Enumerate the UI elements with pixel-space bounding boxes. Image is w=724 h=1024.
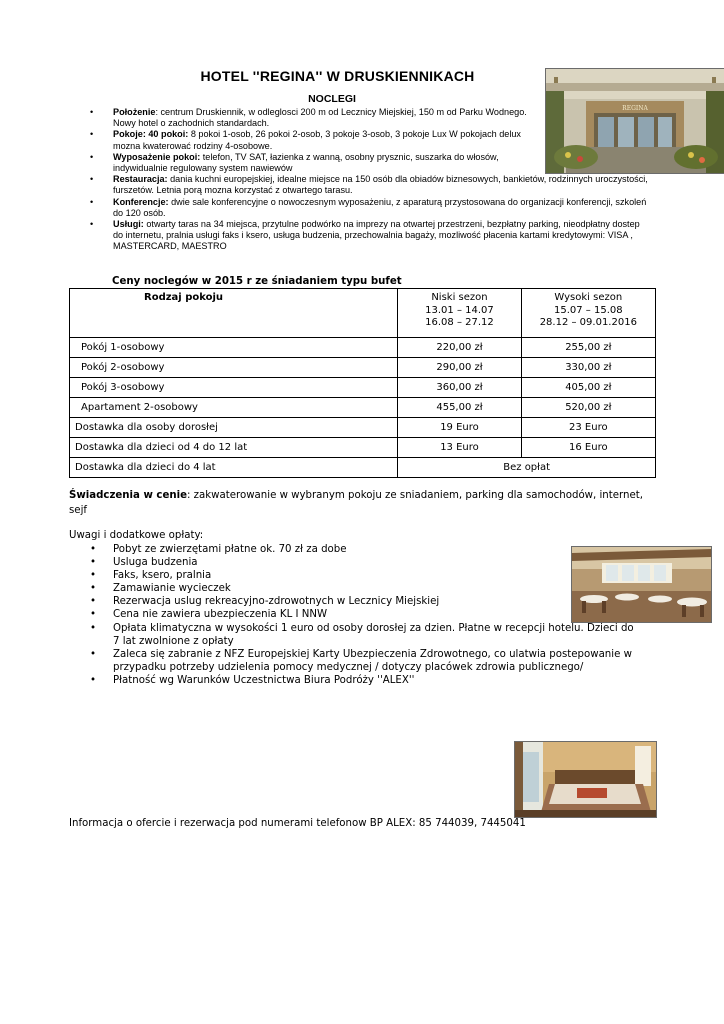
list-item: • Rezerwacja uslug rekreacyjno-zdrowotnych w Lecznicy Miejskiej [90,595,635,608]
included-services: Świadczenia w cenie: zakwaterowanie w wybranym pokoju ze sniadaniem, parking dla samochodów, internet, sejf [69,490,643,516]
list-item: • Cena nie zawiera ubezpieczenia KL I NNW [90,608,635,621]
remarks-title: Uwagi i dodatkowe opłaty: [69,530,204,541]
table-row: Pokój 3-osobowy 360,00 zł 405,00 zł [70,378,656,398]
list-item: • Usluga budzenia [90,556,635,569]
list-item: • Pobyt ze zwierzętami płatne ok. 70 zł za dobe [90,543,635,556]
list-item: • Restauracja: dania kuchni europejskiej, idealne miejsce na 150 osób dla obiadów biznesowych, bankietów, rodzinnych uroczystości, furszetów. Letnia porą mozna korzystać z otwartego tarasu. [90,174,650,196]
header-low-season: Niski sezon 13.01 – 14.07 16.08 – 27.12 [398,289,521,338]
header-high-season: Wysoki sezon 15.07 – 15.08 28.12 – 09.01.2016 [521,289,655,338]
price-table [69,288,656,478]
table-row: Pokój 1-osobowy 220,00 zł 255,00 zł [70,338,656,358]
page-title: HOTEL ''REGINA'' W DRUSKIENNIKACH [200,68,475,84]
header-room-type: Rodzaj pokoju [70,289,398,338]
list-item: • Położenie: centrum Druskiennik, w odleglosci 200 m od Lecznicy Miejskiej, 150 m od Parku Wodnego. Nowy hotel o zachodnich standardach. [90,107,537,129]
table-row: Dostawka dla dzieci od 4 do 12 lat 13 Euro 16 Euro [70,438,656,458]
list-item: • Faks, ksero, pralnia [90,569,635,582]
list-item: • Usługi: otwarty taras na 34 miejsca, przytulne podwórko na imprezy na otwartej przestrzeni, bezpłatny parking, nieodpłatny dostep do internetu, pralnia usługi faks i ksero, usługa budzenia, przechowalnia bagaży, mozliwość płacenia kartami kredytowymi: VISA , MASTERCARD, MAESTRO [90,219,650,253]
list-item: • Płatność wg Warunków Uczestnictwa Biura Podróży ''ALEX'' [90,674,635,687]
table-row: Pokój 2-osobowy 290,00 zł 330,00 zł [70,358,656,378]
list-item: • Pokoje: 40 pokoi: 8 pokoi 1-osob, 26 pokoi 2-osob, 3 pokoje 3-osob, 3 pokoje Lux W pokojach delux mozna kwaterować rodziny 4-osobowe. [90,129,537,151]
hotel-sign-text: REGINA [622,105,648,112]
section-subtitle: NOCLEGI [308,93,356,105]
remarks-list [90,543,635,687]
list-item: • Wyposażenie pokoi: telefon, TV SAT, łazienka z wanną, osobny prysznic, suszarka do włosów, indywidualnie regulowany system nawiewów [90,152,537,174]
restaurant-photo [571,546,712,623]
list-item: • Zaleca się zabranie z NFZ Europejskiej Karty Ubezpieczenia Zdrowotnego, co ulatwia postepowanie w przypadku potrzeby udzielenia pomocy medycznej / dotyczy placówek zdrowia publicznego/ [90,648,635,674]
table-row: Apartament 2-osobowy 455,00 zł 520,00 zł [70,398,656,418]
bedroom-photo [514,741,657,818]
table-row: Dostawka dla dzieci do 4 lat Bez opłat [70,458,656,478]
hotel-entrance-photo [545,68,724,174]
table-row: Dostawka dla osoby dorosłej 19 Euro 23 Euro [70,418,656,438]
list-item: • Zamawianie wycieczek [90,582,635,595]
list-item: • Konferencje: dwie sale konferencyjne o nowoczesnym wyposażeniu, z aparaturą przystosowana do organizacji konferencji, szkoleń do 120 osób. [90,197,650,219]
table-header-row [70,289,656,338]
list-item: • Opłata klimatyczna w wysokości 1 euro od osoby dorosłej za dzien. Płatne w recepcji hotelu. Dzieci do 7 lat zwolnione z opłaty [90,622,635,648]
contact-footer: Informacja o ofercie i rezerwacja pod numerami telefonow BP ALEX: 85 744039, 7445041 [69,818,526,829]
price-table-heading: Ceny noclegów w 2015 r ze śniadaniem typu bufet [112,276,402,287]
